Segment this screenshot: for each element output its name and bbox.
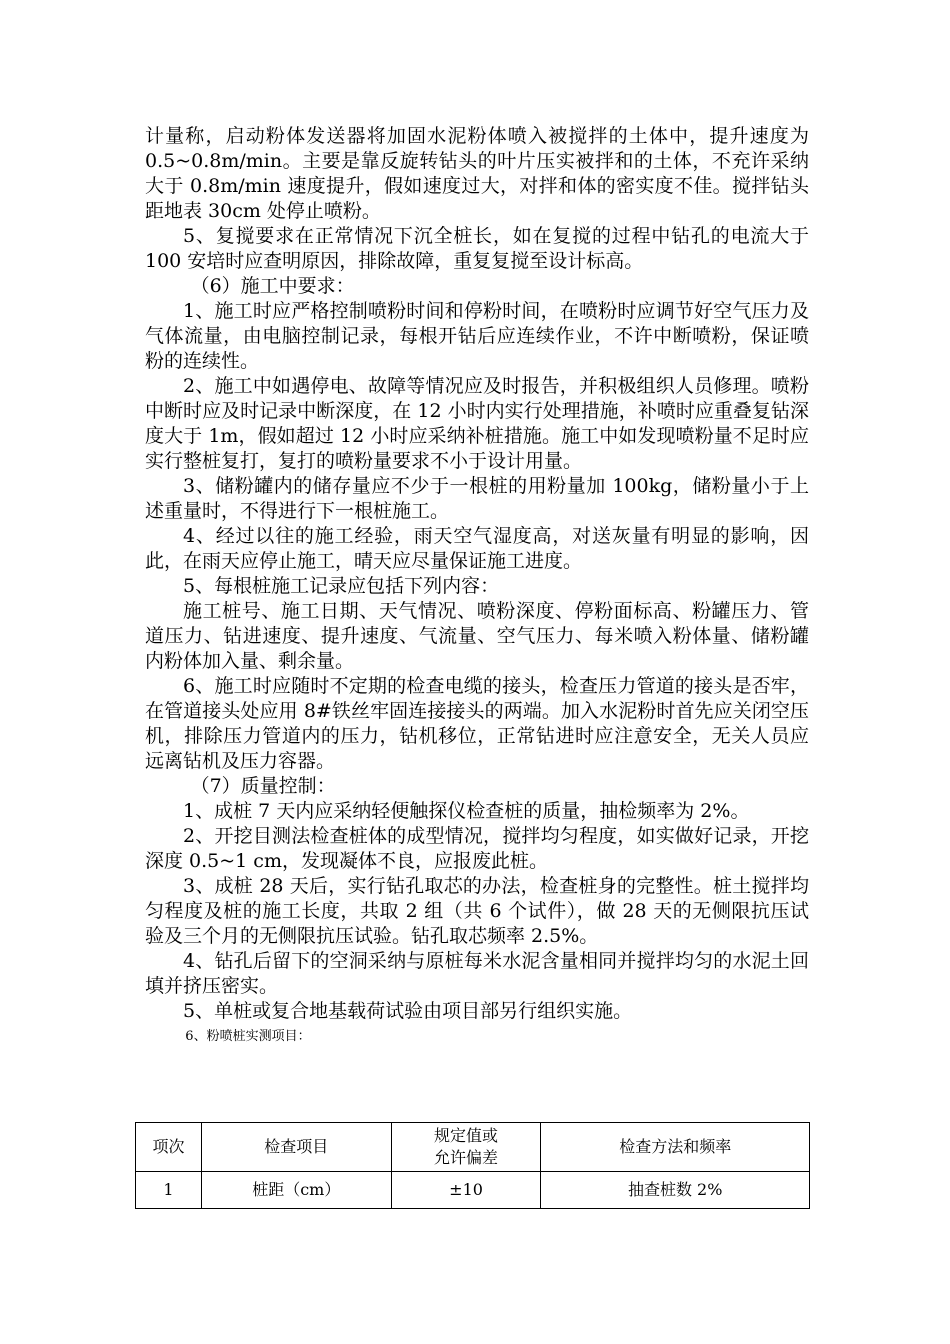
- paragraph-quality-1: 1、成桩 7 天内应采纳轻便触探仪检查桩的质量，抽检频率为 2%。: [183, 800, 750, 822]
- paragraph-quality-4: 4、钻孔后留下的空洞采纳与原桩每米水泥含量相同并搅拌均匀的水泥土回填并挤压密实。: [145, 950, 809, 997]
- header-tolerance: [391, 1123, 541, 1172]
- header-tolerance-line1: 规定值或: [434, 1126, 499, 1145]
- paragraph-quality-5: 5、单桩或复合地基载荷试验由项目部另行组织实施。: [183, 1000, 633, 1022]
- section-heading-6: （6）施工中要求：: [190, 275, 355, 297]
- cell-method: 抽查桩数 2%: [541, 1172, 810, 1209]
- cell-tolerance: ±10: [391, 1172, 541, 1209]
- table-row: [136, 1172, 810, 1209]
- header-method: 检查方法和频率: [541, 1123, 810, 1172]
- table-header-row: [136, 1123, 810, 1172]
- paragraph-item-4: 4、经过以往的施工经验，雨天空气湿度高，对送灰量有明显的影响，因此，在雨天应停止施工，晴天应尽量保证施工进度。: [145, 525, 809, 572]
- paragraph-record-contents: 施工桩号、施工日期、天气情况、喷粉深度、停粉面标高、粉罐压力、管道压力、钻进速度、提升速度、气流量、空气压力、每米喷入粉体量、储粉罐内粉体加入量、剩余量。: [145, 600, 809, 672]
- header-check-item: 检查项目: [201, 1123, 391, 1172]
- paragraph-quality-2: 2、开挖目测法检查桩体的成型情况，搅拌均匀程度，如实做好记录，开挖深度 0.5~1 cm，发现凝体不良，应报废此桩。: [145, 825, 809, 872]
- table-title: 6、粉喷桩实测项目：: [185, 1029, 311, 1044]
- paragraph-quality-3: 3、成桩 28 天后，实行钻孔取芯的办法，检查桩身的完整性。桩土搅拌均匀程度及桩的施工长度，共取 2 组（共 6 个试件），做 28 天的无侧限抗压试验及三个月的无侧限抗压试验。钻孔取芯频率 2.5%。: [145, 875, 809, 947]
- paragraph-item-1: 1、施工时应严格控制喷粉时间和停粉时间，在喷粉时应调节好空气压力及气体流量，由电脑控制记录，每根开钻后应连续作业，不许中断喷粉，保证喷粉的连续性。: [145, 300, 809, 372]
- paragraph-item-6: 6、施工时应随时不定期的检查电缆的接头，检查压力管道的接头是否牢，在管道接头处应用 8#铁丝牢固连接接头的两端。加入水泥粉时首先应关闭空压机，排除压力管道内的压力，钻机移位，正常钻进时应注意安全，无关人员应远离钻机及压力容器。: [145, 675, 809, 772]
- paragraph-remix-requirement: 5、复搅要求在正常情况下沉全桩长，如在复搅的过程中钻孔的电流大于 100 安培时应查明原因，排除故障，重复复搅至设计标高。: [145, 225, 809, 272]
- header-item-no: 项次: [136, 1123, 202, 1172]
- section-heading-7: （7）质量控制：: [190, 775, 336, 797]
- inspection-table: [135, 1122, 810, 1209]
- document-body: [145, 124, 809, 1047]
- paragraph-item-5: 5、每根桩施工记录应包括下列内容：: [183, 575, 500, 597]
- cell-item-no: 1: [136, 1172, 202, 1209]
- paragraph-continuation: 计量称，启动粉体发送器将加固水泥粉体喷入被搅拌的土体中，提升速度为 0.5~0.8m/min。主要是靠反旋转钻头的叶片压实被拌和的土体，不充许采纳大于 0.8m/min 速度提升，假如速度过大，对拌和体的密实度不佳。搅拌钻头距地表 30cm 处停止喷粉。: [145, 125, 809, 222]
- cell-check-item: 桩距（cm）: [201, 1172, 391, 1209]
- header-tolerance-line2: 允许偏差: [434, 1148, 499, 1167]
- paragraph-item-2: 2、施工中如遇停电、故障等情况应及时报告，并积极组织人员修理。喷粉中断时应及时记录中断深度，在 12 小时内实行处理措施，补喷时应重叠复钻深度大于 1m，假如超过 12 小时应采纳补桩措施。施工中如发现喷粉量不足时应实行整桩复打，复打的喷粉量要求不小于设计用量。: [145, 375, 809, 472]
- paragraph-item-3: 3、储粉罐内的储存量应不少于一根桩的用粉量加 100kg，储粉量小于上述重量时，不得进行下一根桩施工。: [145, 475, 809, 522]
